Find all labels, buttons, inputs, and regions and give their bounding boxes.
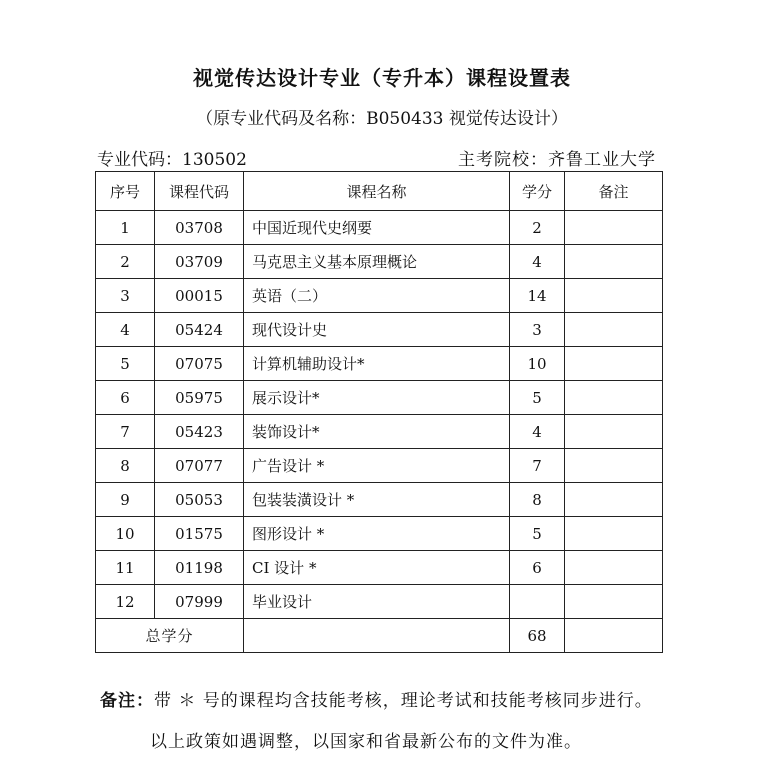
cell-code: 05423 bbox=[155, 415, 244, 449]
cell-code: 03709 bbox=[155, 245, 244, 279]
cell-code: 01198 bbox=[155, 551, 244, 585]
table-row bbox=[96, 415, 663, 449]
cell-seq: 2 bbox=[96, 245, 155, 279]
total-credit: 68 bbox=[510, 619, 565, 653]
cell-name: 毕业设计 bbox=[244, 585, 510, 619]
cell-seq: 1 bbox=[96, 211, 155, 245]
cell-seq: 3 bbox=[96, 279, 155, 313]
cell-note bbox=[565, 585, 663, 619]
course-rows bbox=[96, 211, 663, 619]
header-credit: 学分 bbox=[510, 172, 565, 211]
table-row bbox=[96, 245, 663, 279]
cell-name: 马克思主义基本原理概论 bbox=[244, 245, 510, 279]
cell-code: 05053 bbox=[155, 483, 244, 517]
cell-note bbox=[565, 483, 663, 517]
table-row bbox=[96, 211, 663, 245]
cell-credit: 14 bbox=[510, 279, 565, 313]
cell-code: 07075 bbox=[155, 347, 244, 381]
cell-name: 广告设计 * bbox=[244, 449, 510, 483]
cell-seq: 11 bbox=[96, 551, 155, 585]
cell-note bbox=[565, 381, 663, 415]
header-name: 课程名称 bbox=[244, 172, 510, 211]
cell-credit: 10 bbox=[510, 347, 565, 381]
cell-note bbox=[565, 347, 663, 381]
cell-note bbox=[565, 245, 663, 279]
cell-code: 03708 bbox=[155, 211, 244, 245]
cell-credit: 6 bbox=[510, 551, 565, 585]
cell-code: 07999 bbox=[155, 585, 244, 619]
cell-code: 07077 bbox=[155, 449, 244, 483]
cell-credit: 3 bbox=[510, 313, 565, 347]
cell-code: 01575 bbox=[155, 517, 244, 551]
cell-credit: 4 bbox=[510, 415, 565, 449]
cell-name: 包装装潢设计 * bbox=[244, 483, 510, 517]
total-name-cell bbox=[244, 619, 510, 653]
cell-name: CI 设计 * bbox=[244, 551, 510, 585]
note-line-2: 以上政策如遇调整，以国家和省最新公布的文件为准。 bbox=[150, 732, 582, 752]
cell-note bbox=[565, 279, 663, 313]
cell-seq: 5 bbox=[96, 347, 155, 381]
cell-note bbox=[565, 551, 663, 585]
cell-name: 中国近现代史纲要 bbox=[244, 211, 510, 245]
cell-seq: 8 bbox=[96, 449, 155, 483]
header-note: 备注 bbox=[565, 172, 663, 211]
total-row bbox=[96, 619, 663, 653]
document-subtitle: （原专业代码及名称：B050433 视觉传达设计） bbox=[196, 109, 568, 129]
note-text-1: 带 ＊ 号的课程均含技能考核，理论考试和技能考核同步进行。 bbox=[154, 691, 653, 711]
cell-code: 05424 bbox=[155, 313, 244, 347]
note-line-1 bbox=[100, 686, 653, 711]
cell-seq: 12 bbox=[96, 585, 155, 619]
table-row bbox=[96, 381, 663, 415]
note-label: 备注： bbox=[100, 691, 154, 711]
cell-code: 00015 bbox=[155, 279, 244, 313]
host-school: 主考院校：齐鲁工业大学 bbox=[458, 150, 656, 170]
table-row bbox=[96, 347, 663, 381]
header-seq: 序号 bbox=[96, 172, 155, 211]
cell-credit: 5 bbox=[510, 381, 565, 415]
table-row bbox=[96, 279, 663, 313]
table-header-row bbox=[96, 172, 663, 211]
cell-credit: 7 bbox=[510, 449, 565, 483]
header-code: 课程代码 bbox=[155, 172, 244, 211]
cell-credit: 8 bbox=[510, 483, 565, 517]
table-row bbox=[96, 483, 663, 517]
cell-seq: 4 bbox=[96, 313, 155, 347]
cell-credit bbox=[510, 585, 565, 619]
cell-seq: 9 bbox=[96, 483, 155, 517]
major-code: 专业代码：130502 bbox=[97, 150, 247, 170]
cell-name: 计算机辅助设计* bbox=[244, 347, 510, 381]
table-row bbox=[96, 551, 663, 585]
cell-name: 现代设计史 bbox=[244, 313, 510, 347]
cell-name: 图形设计 * bbox=[244, 517, 510, 551]
cell-note bbox=[565, 313, 663, 347]
cell-seq: 10 bbox=[96, 517, 155, 551]
table-row bbox=[96, 313, 663, 347]
cell-credit: 5 bbox=[510, 517, 565, 551]
cell-seq: 7 bbox=[96, 415, 155, 449]
cell-seq: 6 bbox=[96, 381, 155, 415]
cell-name: 装饰设计* bbox=[244, 415, 510, 449]
total-label: 总学分 bbox=[96, 619, 244, 653]
cell-name: 展示设计* bbox=[244, 381, 510, 415]
table-row bbox=[96, 449, 663, 483]
cell-note bbox=[565, 211, 663, 245]
document-title: 视觉传达设计专业（专升本）课程设置表 bbox=[193, 66, 571, 90]
total-note-cell bbox=[565, 619, 663, 653]
table-row bbox=[96, 585, 663, 619]
course-table bbox=[95, 171, 663, 653]
cell-credit: 4 bbox=[510, 245, 565, 279]
cell-name: 英语（二） bbox=[244, 279, 510, 313]
cell-code: 05975 bbox=[155, 381, 244, 415]
cell-note bbox=[565, 517, 663, 551]
cell-note bbox=[565, 415, 663, 449]
cell-credit: 2 bbox=[510, 211, 565, 245]
cell-note bbox=[565, 449, 663, 483]
table-row bbox=[96, 517, 663, 551]
